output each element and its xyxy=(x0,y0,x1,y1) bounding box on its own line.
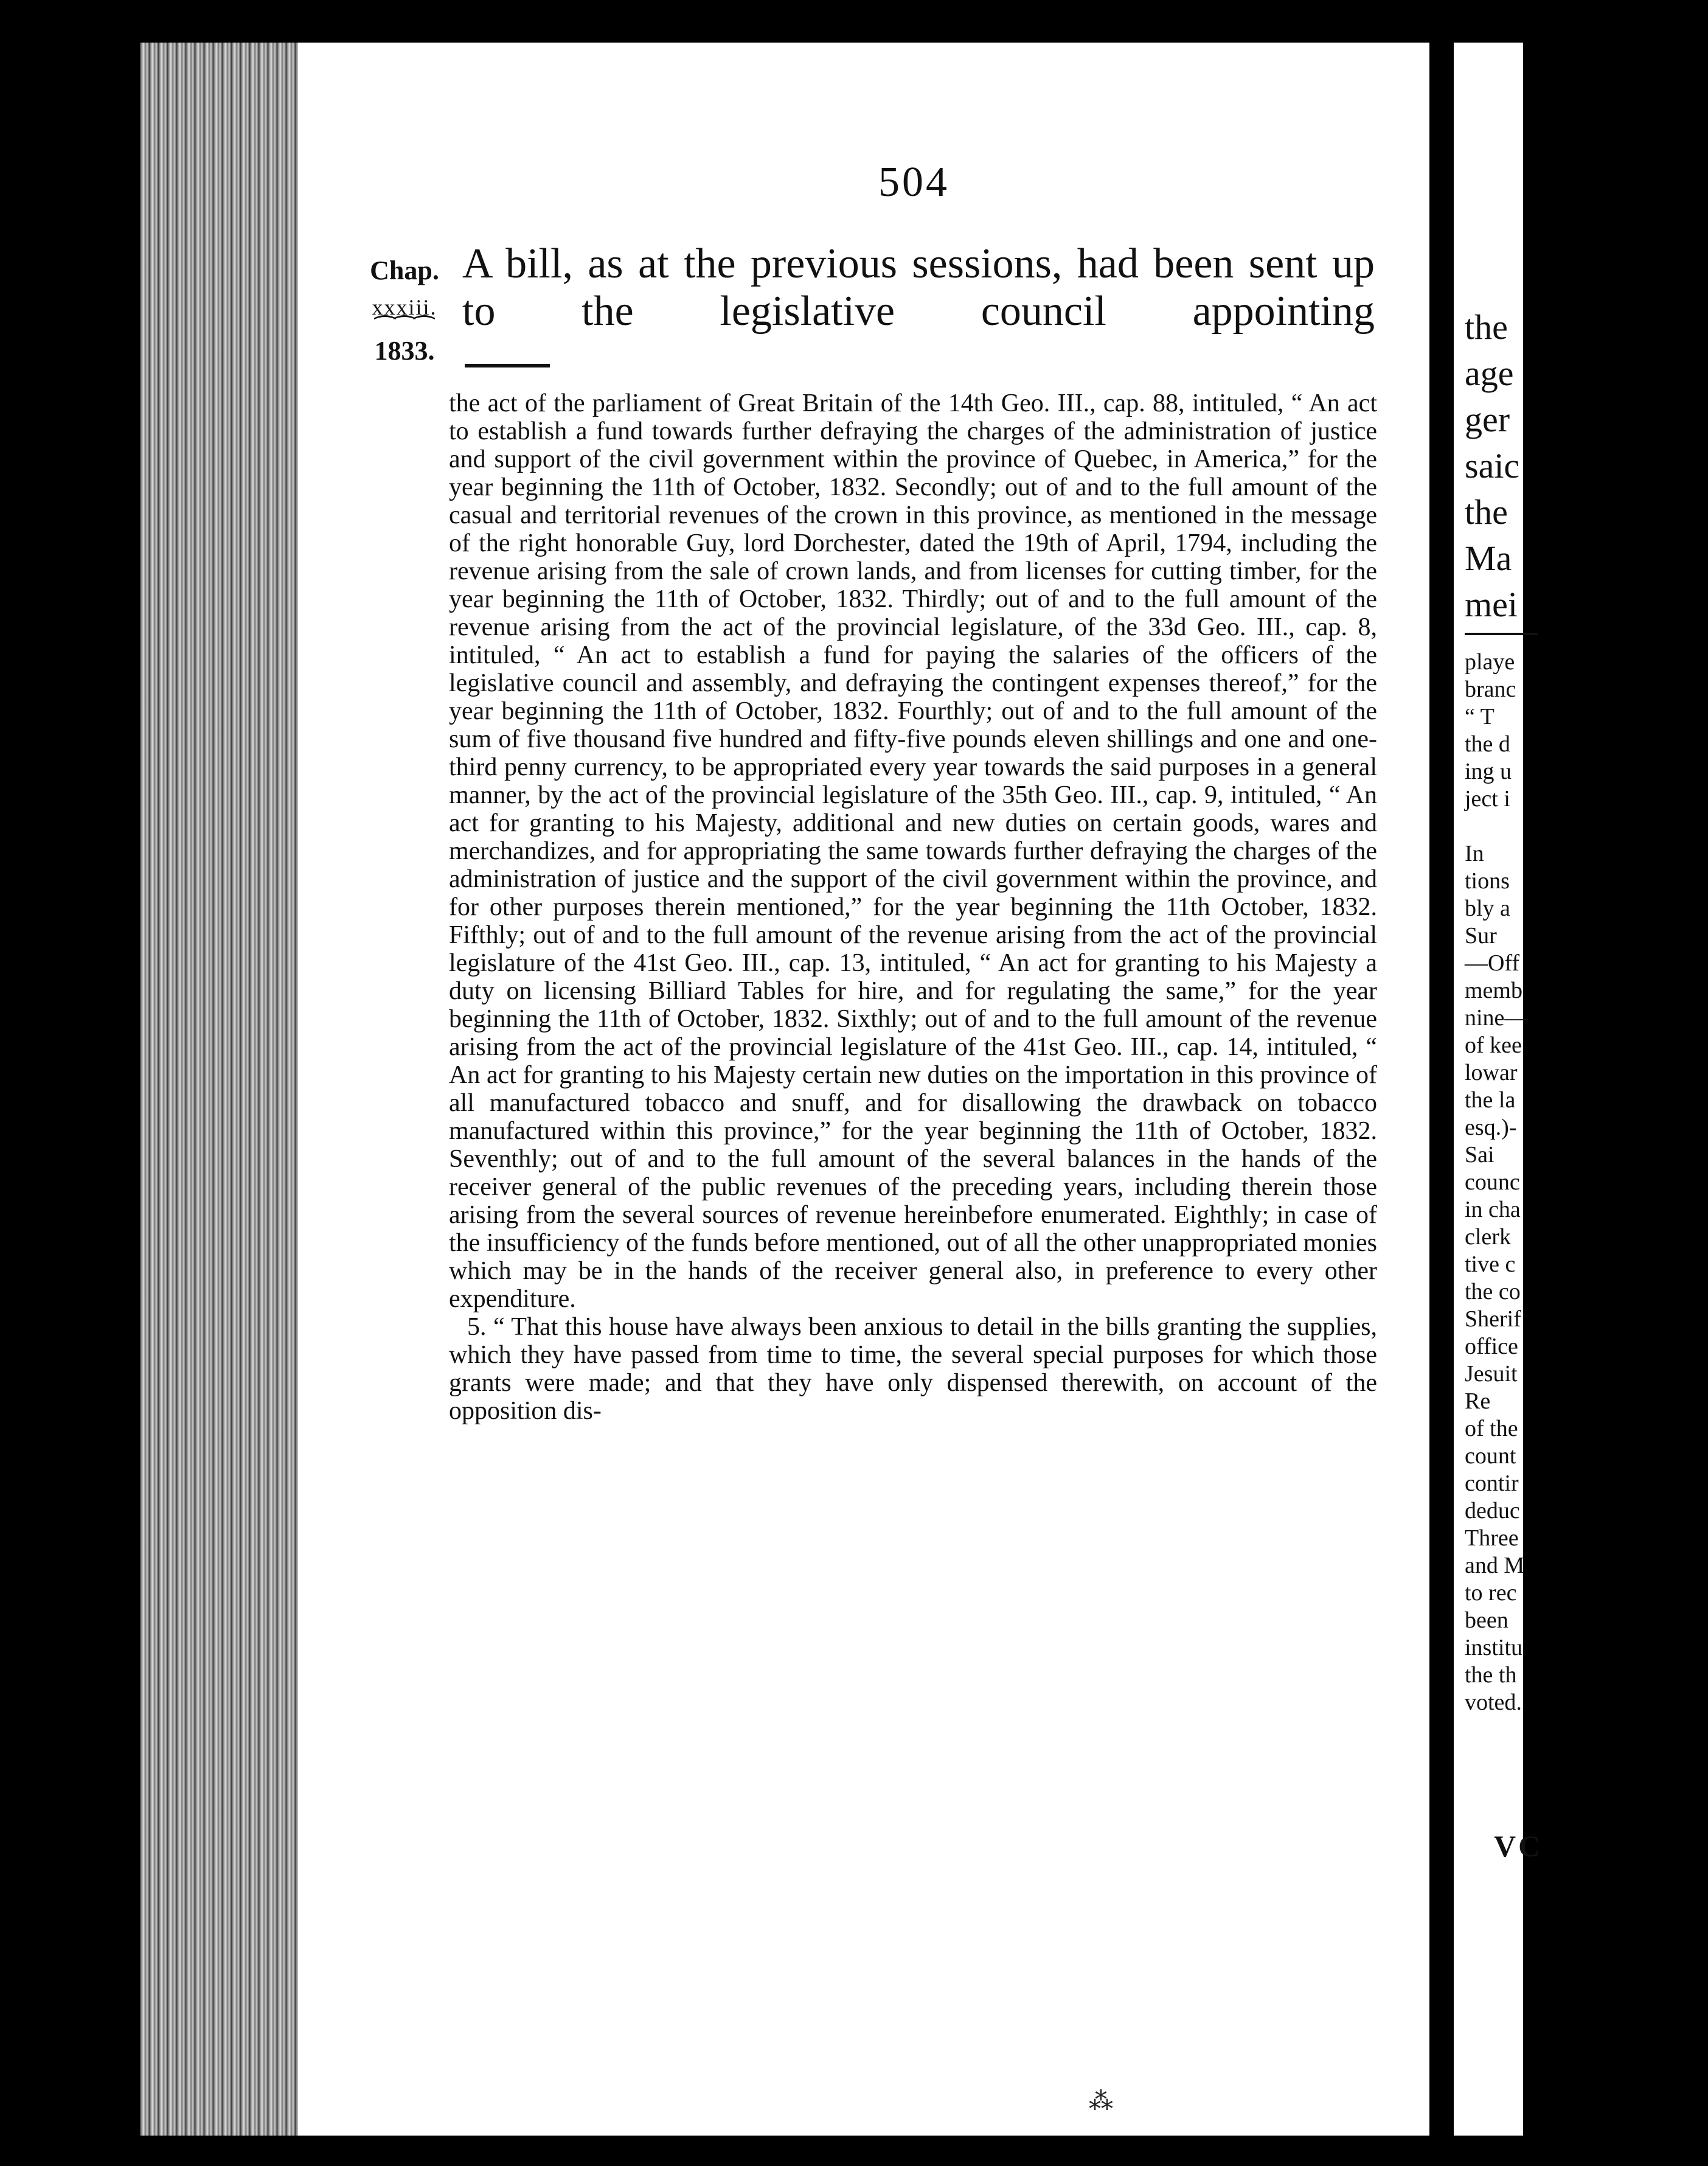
right-page-small-line: clerk xyxy=(1465,1224,1511,1250)
right-page-small-line: institu xyxy=(1465,1635,1523,1660)
right-page-small-line: tions xyxy=(1465,868,1510,894)
right-page-small-line: the la xyxy=(1465,1087,1516,1113)
right-page-small-line: voted. xyxy=(1465,1690,1522,1715)
right-page-small-line: memb xyxy=(1465,978,1522,1003)
right-page-small-line: been xyxy=(1465,1607,1508,1633)
right-page-small-line: counc xyxy=(1465,1169,1520,1195)
right-page-small-line: of the xyxy=(1465,1416,1518,1441)
lead-paragraph: A bill, as at the previous sessions, had been sent up to the legislative council appointing xyxy=(462,240,1375,335)
right-page-large-line: the xyxy=(1465,307,1508,347)
right-page-volume-mark: VC xyxy=(1494,1829,1543,1863)
right-page-large-line: saic xyxy=(1465,446,1520,486)
right-page-small-line: Three xyxy=(1465,1525,1519,1551)
right-page-large-line: Ma xyxy=(1465,538,1512,578)
right-page-small-line: and M xyxy=(1465,1553,1525,1578)
right-page-small-line: lowar xyxy=(1465,1060,1518,1085)
right-page-large-line: age xyxy=(1465,353,1514,393)
margin-year: 1833. xyxy=(374,336,435,366)
right-page-small-line xyxy=(1465,813,1708,840)
right-page-small-line: of kee xyxy=(1465,1033,1522,1058)
right-page-small-line: tive c xyxy=(1465,1252,1516,1277)
right-page-fragment xyxy=(1454,43,1543,2136)
margin-note xyxy=(359,252,450,369)
book-page-edges xyxy=(140,43,298,2136)
right-page-small-line: the th xyxy=(1465,1662,1517,1688)
right-page-small-line: Sai xyxy=(1465,1142,1494,1168)
right-page-large-line: the xyxy=(1465,492,1508,532)
right-page-small-line: playe xyxy=(1465,649,1515,675)
right-page-rule xyxy=(1465,633,1538,635)
right-page-small-line: Sur xyxy=(1465,923,1497,949)
margin-chapter-number: xxxiii. xyxy=(372,295,437,319)
right-page-small-line: the d xyxy=(1465,731,1510,757)
right-page-small-line: —Off xyxy=(1465,950,1520,976)
right-page-large-line: ger xyxy=(1465,400,1510,439)
body-paragraph: the act of the parliament of Great Britain of the 14th Geo. III., cap. 88, intituled, “ An act to establish a fund towards further defraying the charges of the administration of justice and support of the civil government within the province of Quebec, in America,” for the year beginning the 11th of October, 1832. Secondly; out of and to the full amount of the casual and territorial revenues of the crown in this province, as mentioned in the message of the right honorable Guy, lord Dorchester, dated the 19th of April, 1794, including the revenue arising from the sale of crown lands, and from licenses for cutting timber, for the year beginning the 11th of October, 1832. Thirdly; out of and to the full amount of the revenue arising from the act of the provincial legislature, of the 33d Geo. III., cap. 8, intituled, “ An act to establish a fund for paying the salaries of the officers of the legislative council and assembly, and defraying the contingent expenses thereof,” for the year beginning the 11th of October, 1832. Fourthly; out of and to the full amount of the sum of five thousand five hundred and fifty-five pounds eleven shillings and one and one-third penny currency, to be appropriated every year towards the said purposes in a general manner, by the act of the provincial legislature of the 35th Geo. III., cap. 9, intituled, “ An act for granting to his Majesty, additional and new duties on certain goods, wares and merchandizes, and for appropriating the same towards further defraying the charges of the administration of justice and the support of the civil government within the province, and for other purposes therein mentioned,” for the year beginning the 11th October, 1832. Fifthly; out of and to the full amount of the revenue arising from the act of the provincial legislature of the 41st Geo. III., cap. 13, intituled, “ An act for granting to his Majesty a duty on licensing Billiard Tables for hire, and for regulating the same,” for the year beginning the 11th of October, 1832. Sixthly; out of and to the full amount of the revenue arising from the act of the provincial legislature of the 41st Geo. III., cap. 14, intituled, “ An act for granting to his Majesty certain new duties on the importation in this province of all manufactured tobacco and snuff, and for disallowing the drawback on tobacco manufactured within this province,” for the year beginning the 11th of October, 1832. Seventhly; out of and to the full amount of the several balances in the hands of the receiver general of the public revenues of the preceding years, including therein those arising from the several sources of revenue hereinbefore enumerated. Eighthly; in case of the insufficiency of the funds before mentioned, out of all the other unappropriated monies which may be in the hands of the receiver general also, in preference to every other expenditure. xyxy=(449,389,1377,1313)
lead-rule xyxy=(465,364,550,367)
right-page-small-line: office xyxy=(1465,1334,1518,1359)
page-gutter xyxy=(1429,0,1454,2166)
right-page-small-line: in cha xyxy=(1465,1197,1521,1222)
right-page-text xyxy=(1465,304,1708,1716)
right-page-small-line: contir xyxy=(1465,1471,1519,1496)
body-paragraph: 5. “ That this house have always been anxious to detail in the bills granting the supplies, which they have passed from time to time, the several special purposes for which those grants were made; and that they have only dispensed therewith, on account of the opposition dis- xyxy=(449,1313,1377,1425)
right-page-large-line: mei xyxy=(1465,585,1518,624)
right-page-small-line: deduc xyxy=(1465,1498,1520,1524)
ink-smudge: ⁂ xyxy=(1089,2088,1113,2115)
right-page-small-line: In xyxy=(1465,841,1484,866)
swash-ornament: ⁀⁀⁀ xyxy=(375,316,434,343)
right-page-small-line: to rec xyxy=(1465,1580,1517,1606)
body-text xyxy=(449,389,1377,1425)
right-page-small-line: esq.)- xyxy=(1465,1115,1517,1140)
right-page-small-line: branc xyxy=(1465,677,1516,702)
right-page-small-line: count xyxy=(1465,1443,1516,1469)
right-page-small-line: Jesuit xyxy=(1465,1361,1518,1387)
margin-chapter-label: Chap. xyxy=(370,256,439,285)
right-page-small-line: ing u xyxy=(1465,759,1512,784)
right-page-small-line: “ T xyxy=(1465,704,1494,730)
right-page-small-line: bly a xyxy=(1465,896,1510,921)
right-page-small-line: nine— xyxy=(1465,1005,1528,1031)
right-page-small-line: the co xyxy=(1465,1279,1521,1304)
right-page-small-line: Re xyxy=(1465,1388,1491,1414)
page-number: 504 xyxy=(878,159,949,206)
right-page-small-line: Sherif xyxy=(1465,1306,1521,1332)
right-page-small-line: ject i xyxy=(1465,786,1510,812)
